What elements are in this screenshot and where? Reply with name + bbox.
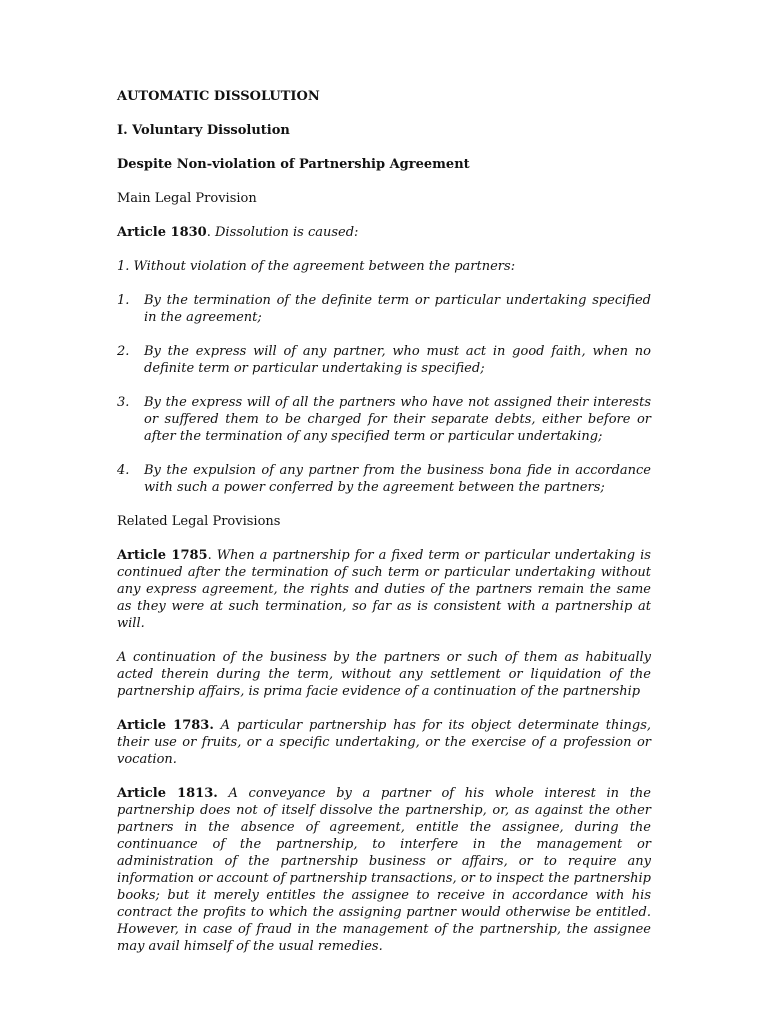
article-1830-sep: . (206, 225, 211, 240)
article-1813-text: A conveyance by a partner of his whole interest in the partnership does not of itself dissolve the partnership, or, as against the other partners in the absence of agreement, entitle the assignee, during the continuance of the partnership, to interfere in the management or administration of the partnership business or affairs, or to require any information or account of partnership transactions, or to inspect the partnership books; but it merely entitles the assignee to receive in accordance with his contract the profits to which the assigning partner would otherwise be entitled. However, in case of fraud in the management of the partnership, the assignee may avail himself of the usual remedies. (117, 786, 651, 954)
main-provision-label: Main Legal Provision (117, 191, 257, 206)
article-1830-title: Article 1830 (117, 225, 207, 240)
document-heading: AUTOMATIC DISSOLUTION (117, 89, 320, 104)
related-provisions-label: Related Legal Provisions (117, 514, 281, 529)
article-1785-title: Article 1785 (117, 548, 208, 563)
article-1813-title: Article 1813. (117, 786, 218, 801)
list-item (117, 394, 651, 445)
list-item-text: By the express will of all the partners who have not assigned their interests or suffered them to be charged for their separate debts, either before or after the termination of any specified term or particular undertaking; (144, 395, 651, 444)
article-1785-sep: . (207, 548, 212, 563)
list-item-number: 1. (117, 293, 130, 308)
article-1785 (117, 547, 651, 632)
list-item-text: By the express will of any partner, who must act in good faith, when no definite term or particular undertaking is specified; (144, 344, 651, 376)
section-title: I. Voluntary Dissolution (117, 123, 290, 138)
list-item (117, 292, 651, 326)
article-1830 (117, 224, 651, 241)
list-item-text: By the termination of the definite term or particular undertaking specified in the agreement; (144, 293, 651, 325)
document-page (117, 88, 651, 972)
list-item-number: 3. (117, 395, 130, 410)
list-item (117, 462, 651, 496)
article-1783-title: Article 1783. (117, 718, 214, 733)
article-1785-text: When a partnership for a fixed term or particular undertaking is continued after the termination of such term or particular undertaking without any express agreement, the rights and duties of the partners remain the same as they were at such termination, so far as is consistent with a partnership at will. (117, 548, 651, 631)
article-1830-text: Dissolution is caused: (210, 225, 359, 240)
intro-line: 1. Without violation of the agreement between the partners: (117, 259, 516, 274)
continuation-paragraph: A continuation of the business by the partners or such of them as habitually acted therein during the term, without any settlement or liquidation of the partnership affairs, is prima facie evidence of a continuation of the partnership (117, 650, 651, 699)
subsection-title: Despite Non-violation of Partnership Agreement (117, 157, 470, 172)
list-item-number: 2. (117, 344, 130, 359)
article-1813 (117, 785, 651, 955)
list-item (117, 343, 651, 377)
list-item-text: By the expulsion of any partner from the business bona fide in accordance with such a power conferred by the agreement between the partners; (144, 463, 651, 495)
list-item-number: 4. (117, 463, 130, 478)
article-1783 (117, 717, 651, 768)
article-1783-text: A particular partnership has for its object determinate things, their use or fruits, or a specific undertaking, or the exercise of a profession or vocation. (117, 718, 651, 767)
